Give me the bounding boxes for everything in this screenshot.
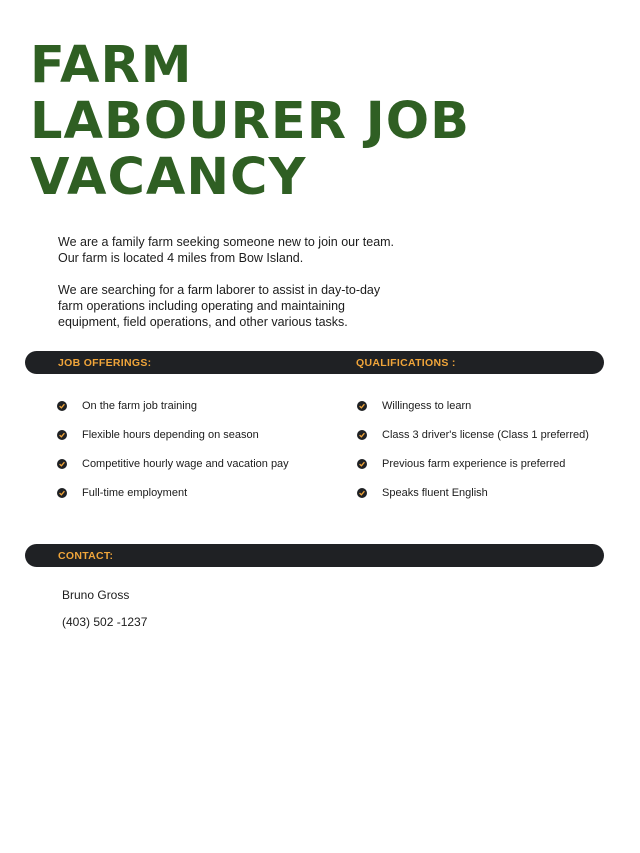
offering-text: On the farm job training [82,400,197,412]
offering-text: Full-time employment [82,487,188,499]
check-circle-icon [57,401,67,411]
list-item [57,398,289,427]
title-line-1: FARM [30,36,193,95]
offerings-qualifications-header-bar [25,351,604,374]
contact-header-bar [25,544,604,567]
offering-text: Competitive hourly wage and vacation pay [82,458,289,470]
job-offerings-heading: JOB OFFERINGS: [58,357,152,369]
job-offerings-list [57,398,289,514]
contact-name: Bruno Gross [62,588,130,602]
qualification-text: Class 3 driver's license (Class 1 preferred) [382,429,589,441]
intro-paragraph-1: We are a family farm seeking someone new to join our team. Our farm is located 4 miles from Bow Island. [58,235,395,265]
contact-phone: (403) 502 -1237 [62,615,148,629]
intro-text [58,234,458,346]
list-item [357,398,589,427]
offering-text: Flexible hours depending on season [82,429,259,441]
qualifications-heading: QUALIFICATIONS : [356,357,456,369]
intro-paragraph-2: We are searching for a farm laborer to assist in day-to-day farm operations including operating and maintaining equipment, field operations, and other various tasks. [58,283,381,329]
list-item [357,485,589,514]
check-circle-icon [357,488,367,498]
check-circle-icon [357,401,367,411]
check-circle-icon [57,430,67,440]
list-item [357,427,589,456]
check-circle-icon [357,430,367,440]
list-item [57,456,289,485]
list-item [57,427,289,456]
list-item [357,456,589,485]
qualification-text: Willingess to learn [382,400,472,412]
contact-heading: CONTACT: [58,550,114,562]
check-circle-icon [57,459,67,469]
page-title [30,38,470,206]
title-line-2: LABOURER JOB [30,92,470,151]
qualifications-list [357,398,589,514]
check-circle-icon [57,488,67,498]
list-item [57,485,289,514]
title-line-3: VACANCY [30,148,307,207]
check-circle-icon [357,459,367,469]
qualification-text: Previous farm experience is preferred [382,458,566,470]
qualification-text: Speaks fluent English [382,487,488,499]
